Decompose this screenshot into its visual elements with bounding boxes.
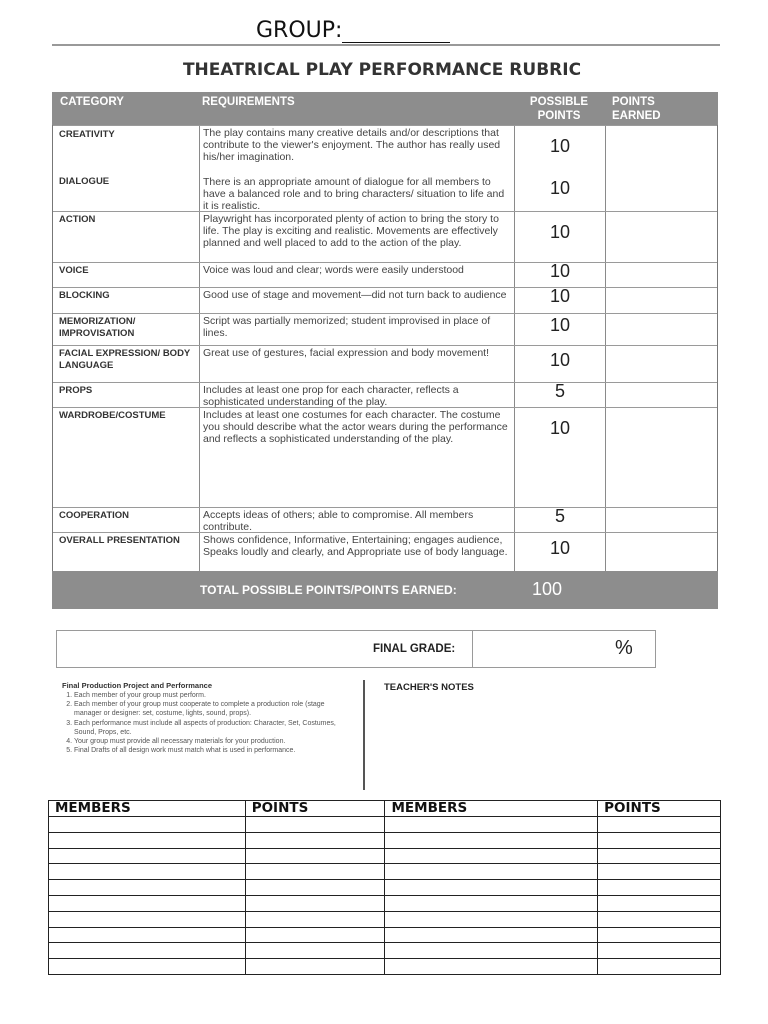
total-label: TOTAL POSSIBLE POINTS/POINTS EARNED: — [200, 583, 457, 597]
members-col-header: MEMBERS — [385, 801, 598, 817]
col-points-earned: POINTS EARNED — [612, 96, 661, 122]
member-points-cell[interactable] — [598, 895, 721, 911]
rubric-possible-points: 10 — [549, 538, 571, 558]
table-row — [49, 927, 721, 943]
rubric-possible-points: 10 — [549, 418, 571, 438]
instruction-item: 1. Each member of your group must perform. — [74, 691, 352, 700]
col-requirements: REQUIREMENTS — [202, 96, 295, 108]
rubric-category: DIALOGUE — [59, 176, 110, 187]
member-points-cell[interactable] — [245, 895, 385, 911]
rubric-possible-points: 10 — [549, 315, 571, 335]
notes-divider — [363, 680, 365, 790]
member-name-cell[interactable] — [385, 927, 598, 943]
member-points-cell[interactable] — [598, 911, 721, 927]
member-points-cell[interactable] — [245, 817, 385, 833]
group-label: GROUP: — [256, 18, 343, 43]
rubric-possible-points: 10 — [549, 222, 571, 242]
rubric-possible-points: 10 — [549, 350, 571, 370]
instruction-item: 2. Each member of your group must cooperate to complete a production role (stage manager or designer: set, costume, lights, sound, props). — [74, 700, 352, 718]
rubric-points-earned-cell[interactable] — [606, 346, 717, 383]
member-points-cell[interactable] — [245, 959, 385, 975]
rubric-header — [52, 92, 718, 125]
rubric-row — [53, 175, 717, 211]
group-blank[interactable] — [342, 20, 450, 43]
rubric-possible-points: 10 — [549, 261, 571, 281]
instructions — [62, 681, 352, 755]
rubric-points-earned-cell[interactable] — [606, 508, 717, 533]
rubric-possible-points: 10 — [549, 136, 571, 156]
rubric-category: VOICE — [59, 265, 89, 276]
rubric-possible-points: 10 — [549, 286, 571, 306]
instruction-item: 5. Final Drafts of all design work must match what is used in performance. — [74, 746, 352, 755]
table-row — [49, 848, 721, 864]
member-name-cell[interactable] — [385, 848, 598, 864]
rubric-requirement: Includes at least one costumes for each character. The costume you should describe what the actor wears during the performance and reflects a sophisticated understanding of the play. — [203, 409, 508, 446]
table-row — [49, 943, 721, 959]
member-points-cell[interactable] — [598, 880, 721, 896]
member-points-cell[interactable] — [245, 927, 385, 943]
rubric-possible-points: 10 — [549, 178, 571, 198]
member-name-cell[interactable] — [385, 817, 598, 833]
rubric-requirement: Script was partially memorized; student improvised in place of lines. — [203, 315, 491, 340]
rubric-total-row — [52, 571, 718, 609]
rubric-row — [53, 507, 717, 533]
rubric-row — [53, 313, 717, 346]
rubric-category: CREATIVITY — [59, 129, 115, 140]
rubric-requirement: Playwright has incorporated plenty of action to bring the story to life. The play is exciting and realistic. Movements are effectively planned and well placed to add to the action of the play. — [203, 213, 499, 250]
final-grade-label: FINAL GRADE: — [373, 643, 456, 655]
rubric-category: PROPS — [59, 385, 93, 396]
rubric-requirement: There is an appropriate amount of dialogue for all members to have a balanced role and to bring characters/ situation to life and it is realistic. — [203, 176, 505, 213]
rubric-table — [52, 92, 718, 609]
rubric-points-earned-cell[interactable] — [606, 175, 717, 211]
rubric-points-earned-cell[interactable] — [606, 212, 717, 263]
final-grade-box — [56, 630, 656, 668]
rubric-row — [53, 382, 717, 408]
rubric-row — [53, 407, 717, 508]
table-row — [49, 832, 721, 848]
rubric-points-earned-cell[interactable] — [606, 408, 717, 508]
header-rule — [52, 44, 720, 46]
member-name-cell[interactable] — [385, 959, 598, 975]
table-row — [49, 864, 721, 880]
rubric-requirement: The play contains many creative details and/or descriptions that contribute to the viewer's enjoyment. The author has really used his/her imagination. — [203, 127, 501, 164]
member-points-cell[interactable] — [598, 959, 721, 975]
points-col-header: POINTS — [245, 801, 385, 817]
table-row — [49, 817, 721, 833]
members-header-row — [49, 801, 721, 817]
rubric-requirement: Voice was loud and clear; words were easily understood — [203, 264, 464, 276]
member-points-cell[interactable] — [598, 832, 721, 848]
rubric-title: THEATRICAL PLAY PERFORMANCE RUBRIC — [182, 60, 582, 80]
rubric-requirement: Includes at least one prop for each character, reflects a sophisticated understanding of the play. — [203, 384, 459, 409]
members-body — [49, 817, 721, 975]
member-points-cell[interactable] — [598, 817, 721, 833]
member-points-cell[interactable] — [598, 864, 721, 880]
group-field — [256, 18, 450, 43]
rubric-requirement: Shows confidence, Informative, Entertaining; engages audience, Speaks loudly and clearly, and Appropriate use of body language. — [203, 534, 508, 559]
rubric-points-earned-cell[interactable] — [606, 533, 717, 572]
member-name-cell[interactable] — [49, 864, 246, 880]
instruction-item: 3. Each performance must include all aspects of production: Character, Set, Costumes, Sound, Props, etc. — [74, 719, 352, 737]
member-points-cell[interactable] — [245, 943, 385, 959]
rubric-requirement: Good use of stage and movement—did not turn back to audience — [203, 289, 507, 301]
rubric-category: FACIAL EXPRESSION/ BODY LANGUAGE — [59, 348, 191, 372]
member-points-cell[interactable] — [598, 943, 721, 959]
rubric-row — [53, 262, 717, 288]
rubric-possible-points: 5 — [554, 506, 565, 526]
rubric-requirement: Accepts ideas of others; able to compromise. All members contribute. — [203, 509, 474, 534]
member-name-cell[interactable] — [49, 817, 246, 833]
instructions-heading: Final Production Project and Performance — [62, 681, 213, 690]
member-name-cell[interactable] — [49, 848, 246, 864]
member-name-cell[interactable] — [385, 943, 598, 959]
member-points-cell[interactable] — [245, 864, 385, 880]
points-col-header: POINTS — [598, 801, 721, 817]
rubric-points-earned-cell[interactable] — [606, 263, 717, 288]
members-col-header: MEMBERS — [49, 801, 246, 817]
rubric-row — [53, 345, 717, 383]
member-name-cell[interactable] — [49, 911, 246, 927]
rubric-category: OVERALL PRESENTATION — [59, 535, 180, 546]
rubric-category: BLOCKING — [59, 290, 110, 301]
final-grade-divider — [472, 631, 473, 667]
rubric-category: MEMORIZATION/ IMPROVISATION — [59, 316, 136, 340]
teacher-notes-label: TEACHER'S NOTES — [384, 682, 474, 693]
rubric-requirement: Great use of gestures, facial expression and body movement! — [203, 347, 489, 359]
member-points-cell[interactable] — [245, 880, 385, 896]
rubric-row — [53, 287, 717, 314]
member-name-cell[interactable] — [49, 943, 246, 959]
member-points-cell[interactable] — [245, 832, 385, 848]
member-name-cell[interactable] — [49, 832, 246, 848]
rubric-category: COOPERATION — [59, 510, 130, 521]
rubric-category: ACTION — [59, 214, 96, 225]
member-name-cell[interactable] — [385, 864, 598, 880]
rubric-points-earned-cell[interactable] — [606, 383, 717, 408]
rubric-possible-points: 5 — [554, 381, 565, 401]
table-row — [49, 895, 721, 911]
member-name-cell[interactable] — [49, 927, 246, 943]
col-category: CATEGORY — [60, 96, 124, 108]
final-grade-unit: % — [615, 637, 633, 659]
member-name-cell[interactable] — [49, 895, 246, 911]
rubric-points-earned-cell[interactable] — [606, 288, 717, 314]
member-name-cell[interactable] — [49, 959, 246, 975]
member-name-cell[interactable] — [385, 895, 598, 911]
table-row — [49, 880, 721, 896]
instruction-item: 4. Your group must provide all necessary materials for your production. — [74, 737, 352, 746]
table-row — [49, 959, 721, 975]
rubric-body — [52, 125, 718, 571]
members-table — [48, 800, 721, 975]
member-points-cell[interactable] — [245, 911, 385, 927]
col-possible-points: POSSIBLE POINTS — [529, 96, 589, 122]
rubric-category: WARDROBE/COSTUME — [59, 410, 166, 421]
rubric-row — [53, 532, 717, 572]
member-points-cell[interactable] — [598, 927, 721, 943]
member-points-cell[interactable] — [245, 848, 385, 864]
rubric-points-earned-cell[interactable] — [606, 126, 717, 176]
rubric-row — [53, 125, 717, 176]
total-value: 100 — [532, 579, 563, 599]
rubric-row — [53, 211, 717, 263]
rubric-points-earned-cell[interactable] — [606, 314, 717, 346]
member-points-cell[interactable] — [598, 848, 721, 864]
instructions-list — [62, 691, 352, 755]
table-row — [49, 911, 721, 927]
member-name-cell[interactable] — [385, 832, 598, 848]
member-name-cell[interactable] — [385, 911, 598, 927]
member-name-cell[interactable] — [49, 880, 246, 896]
member-name-cell[interactable] — [385, 880, 598, 896]
